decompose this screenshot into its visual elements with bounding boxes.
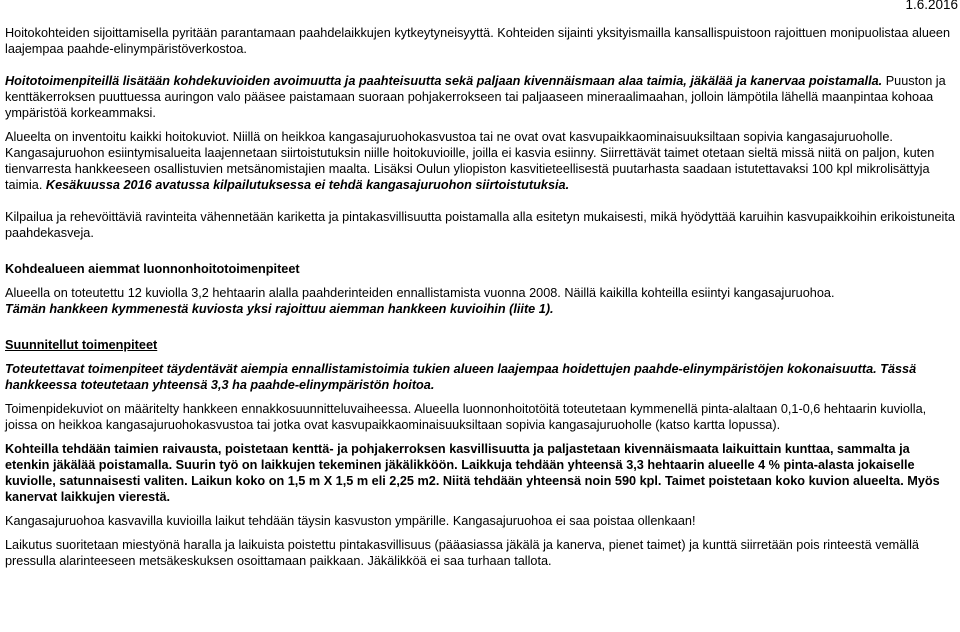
heading-previous-measures: Kohdealueen aiemmat luonnonhoitotoimenpiteet: [5, 262, 300, 276]
document-body: [5, 25, 957, 569]
paragraph-inventory: [5, 129, 957, 193]
document-date: 1.6.2016: [905, 0, 958, 12]
paragraph-thyme-areas: Kangasajuruohoa kasvavilla kuvioilla laikut tehdään täysin kasvuston ympärille. Kangasajuruohoa ei saa poistaa ollenkaan!: [5, 514, 696, 528]
paragraph-previous: [5, 285, 957, 317]
paragraph-target-areas: Toimenpidekuviot on määritelty hankkeen ennakkosuunnitteluvaiheessa. Alueella luonnonhoitotöitä toteutetaan kymmenellä pinta-alaltaan 0,1-0,6 hehtaarin kuviolla, joissa on heikkoa kangasajuruohokasvustoa tai jotka ovat kasvupaikkaominaisuuksiltaan sopivia kangasajuruoholle (katso kartta lopussa).: [5, 402, 927, 432]
previous-text: Alueella on toteutettu 12 kuviolla 3,2 hehtaarin alalla paahderinteiden ennallistamista vuonna 2008. Näillä kaikilla kohteilla esiintyi kangasajuruohoa.: [5, 286, 835, 300]
paragraph-planned-summary: Toteutettavat toimenpiteet täydentävät aiempia ennallistamistoimia tukien alueen laajempaa hoidettujen paahde-elinympäristöjen kokonaisuutta. Tässä hankkeessa toteutetaan yhteensä 3,3 ha paahde-elinympäristön hoitoa.: [5, 362, 917, 392]
heading-planned-measures: Suunnitellut toimenpiteet: [5, 338, 158, 352]
paragraph-measures: [5, 73, 957, 121]
measures-emphasis: Hoitotoimenpiteillä lisätään kohdekuvioiden avoimuutta ja paahteisuutta sekä paljaan kivennäismaan alaa taimia, jäkälää ja kanervaa poistamalla.: [5, 74, 883, 88]
paragraph-competition: Kilpailua ja rehevöittäviä ravinteita vähennetään kariketta ja pintakasvillisuutta poistamalla alla esitetyn mukaisesti, mikä hyödyttää karuihin kasvupaikkoihin erikoistuneita paahdekasveja.: [5, 210, 955, 240]
paragraph-intro: Hoitokohteiden sijoittamisella pyritään parantamaan paahdelaikkujen kytkeytyneisyyttä. Kohteiden sijainti yksityismailla kansallispuistoon rajoittuen monipuolistaa alueen laajempaa paahde-elinympäristöverkostoa.: [5, 26, 951, 56]
paragraph-execution: Laikutus suoritetaan miestyönä haralla ja laikuista poistettu pintakasvillisuus (pääasiassa jäkälä ja kanerva, pienet taimet) ja kunttä siirretään pois rinteestä vemällä pressulla alarinteeseen metsäkeskuksen osoittamaan paikkaan. Jäkälikköä ei saa turhaan tallota.: [5, 538, 919, 568]
previous-note: Tämän hankkeen kymmenestä kuviosta yksi rajoittuu aiemman hankkeen kuvioihin (liite 1).: [5, 302, 554, 316]
inventory-text: Alueelta on inventoitu kaikki hoitokuviot. Niillä on heikkoa kangasajuruohokasvustoa tai ne ovat ovat kasvupaikkaominaisuuksiltaan sopivia kangasajuruoholle. Kangasajuruohon esiintymisalueita laajennetaan siirtoistutuksin niille hoitokuvioille, joilla ei kasvia esiinny. Siirrettävät taimet otetaan sieltä missä niitä on paljon, kuten tienvarresta hankkeeseen osallistuvien metsänomistajien maalta. Lisäksi Oulun yliopiston kasvitieteellisestä puutarhasta saadaan istutettavaksi 100 kpl mikrolisättyja taimia.: [5, 130, 935, 192]
measures-detail: Puuston ja kenttäkerroksen puuttuessa auringon valo pääsee paistamaan suoraan pohjakerrokseen tai paljaaseen mineraalimaahan, jolloin lämpötila lähellä maanpintaa kohoaa ympäristöä korkeammaksi.: [5, 74, 946, 120]
inventory-note: Kesäkuussa 2016 avatussa kilpailutuksessa ei tehdä kangasajuruohon siirtoistutuksia.: [42, 178, 570, 192]
paragraph-patch-work: Kohteilla tehdään taimien raivausta, poistetaan kenttä- ja pohjakerroksen kasvillisuutta ja paljastetaan kivennäismaata laikuittain kunttaa, sammalta ja etenkin jäkälää poistamalla. Suurin työ on laikkujen tekeminen jäkälikköön. Laikkuja tehdään yhteensä 3,3 hehtaarin alueelle 4 % pinta-alasta jokaiselle kuviolle, satunnaisesti valiten. Laikun koko on 1,5 m X 1,5 m eli 2,25 m2. Niitä tehdään yhteensä noin 590 kpl. Taimet poistetaan koko kuvion alueelta. Myös kanervat laikkujen vierestä.: [5, 442, 940, 504]
